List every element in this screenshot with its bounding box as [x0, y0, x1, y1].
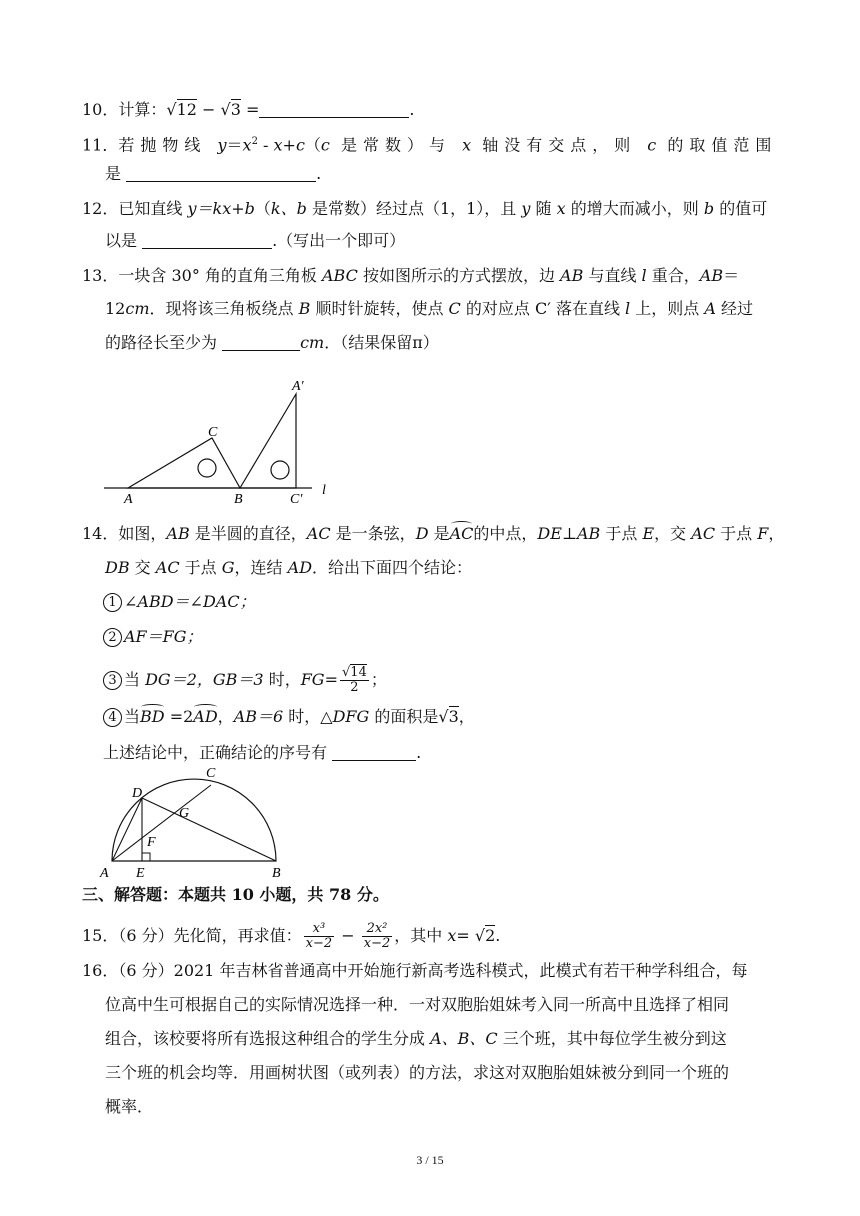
label-a: A — [100, 866, 109, 881]
question-text: 是常数）与 — [329, 135, 463, 155]
math-var: x — [447, 926, 457, 945]
math-expr: AB＝6 — [233, 707, 284, 726]
math-var: G — [221, 558, 235, 577]
conclusion-3 — [103, 666, 387, 695]
numerator: √14 — [342, 665, 367, 680]
question-text: 是常数）经过点（1，1），且 — [306, 199, 522, 218]
label-b: B — [272, 866, 281, 881]
conclusion-text: AF＝FG； — [124, 627, 203, 646]
math-var: c — [647, 135, 657, 155]
question-10: 10．计算：√12 − √3 = . — [82, 100, 415, 119]
number: 12 — [105, 299, 126, 318]
conclusion-text: ， — [458, 707, 475, 726]
math-var: l — [641, 266, 647, 285]
math-expr: y＝kx+b — [187, 199, 255, 218]
question-text: .（写出一个即可） — [272, 231, 406, 250]
answer-blank[interactable] — [142, 230, 272, 249]
question-text: ．现将该三角板绕点 — [149, 299, 299, 318]
question-text: 的取值范围 — [656, 135, 778, 155]
denominator: x−2 — [305, 936, 333, 951]
question-text: 经过 — [715, 299, 754, 318]
label-g: G — [179, 806, 190, 821]
question-number: 14． — [82, 524, 119, 543]
radicand: 12 — [176, 100, 197, 119]
question-number: 16． — [82, 961, 119, 980]
label-b: B — [234, 492, 243, 506]
label-f: F — [147, 835, 156, 850]
right-angle-mark — [142, 853, 150, 861]
section-heading: 三、解答题：本题共 10 小题，共 78 分。 — [82, 885, 389, 904]
math-var: C — [448, 299, 461, 318]
question-text: 若抛物线 — [118, 135, 218, 155]
question-text: 轴没有交点，则 — [471, 135, 648, 155]
label-c-prime: C′ — [290, 492, 303, 506]
question-text: 上述结论中，正确结论的序号有 — [103, 743, 333, 762]
fraction-1 — [304, 922, 335, 951]
question-number: 11． — [82, 135, 119, 155]
question-text: ．给出下面四个结论： — [312, 558, 473, 577]
question-text: 重合， — [646, 266, 700, 285]
math-var: E — [642, 524, 655, 543]
question-14 — [82, 522, 784, 546]
period: . — [495, 926, 501, 945]
math-var: x — [556, 199, 566, 218]
conclusion-text: ； — [370, 670, 387, 689]
page-number: 3 / 15 — [416, 1153, 444, 1167]
equals-sign: = — [240, 100, 260, 119]
question-text: 按如图所示的方式摆放，边 — [357, 266, 561, 285]
question-text: 已知直线 — [118, 199, 188, 218]
question-text: （6 分）2021 年吉林省普通高中开始施行新高考选科模式，此模式有若干种学科组合，每 — [118, 961, 748, 980]
math-var: AD — [287, 558, 313, 577]
question-text: 计算： — [118, 100, 167, 119]
math-expr: FG= — [300, 670, 338, 689]
conclusion-text: 当 — [124, 670, 146, 689]
conclusion-text: ， — [217, 707, 234, 726]
period: . — [409, 100, 415, 119]
question-text: ．（结果保留π） — [324, 333, 439, 352]
question-text: 交 — [129, 558, 156, 577]
math-var: A、B、C — [430, 1029, 498, 1048]
label-l: l — [322, 483, 326, 498]
answer-blank[interactable] — [222, 332, 300, 351]
question-text: （6 分）先化简，再求值： — [118, 926, 302, 945]
label-c: C — [208, 425, 218, 440]
question-16-line2: 位高中生可根据自己的实际情况选择一种．一对双胞胎姐妹考入同一所高中且选择了相同 — [105, 995, 730, 1014]
triangle-rotation-figure — [100, 366, 340, 506]
paren: （ — [304, 135, 321, 155]
circled-number: 2 — [103, 628, 122, 647]
hole-circle — [198, 459, 216, 477]
circled-number: 1 — [103, 593, 122, 612]
arc-bd: BD — [140, 705, 165, 729]
question-text: 是半圆的直径， — [189, 524, 307, 543]
question-16 — [82, 959, 747, 983]
question-number: 13． — [82, 266, 119, 285]
segment-ad — [112, 798, 142, 861]
question-16-line4: 三个班的机会均等．用画树状图（或列表）的方法，求这对双胞胎姐妹被分到同一个班的 — [105, 1063, 730, 1082]
question-11 — [82, 130, 777, 157]
math-op: ＝ — [723, 266, 740, 285]
math-var: DFG — [332, 707, 370, 726]
question-number: 12． — [82, 199, 119, 218]
question-text: ，交 — [654, 524, 692, 543]
math-var: b — [703, 199, 715, 218]
question-15: 15．（6 分）先化简，再求值： $\frac{\text{x³}}{x-2}$ − $\frac{\text{2x²}}{x-2}$ ，其中 x= √2. — [82, 921, 501, 951]
question-11-line2 — [105, 162, 321, 186]
triangle-abc — [128, 438, 240, 488]
question-text: 如图， — [118, 524, 167, 543]
question-text: 组合，该校要将所有选报这种组合的学生分成 — [105, 1029, 431, 1048]
label-e: E — [136, 866, 145, 881]
question-13 — [82, 264, 739, 288]
math-var: D — [415, 524, 429, 543]
math-var: c — [320, 135, 330, 155]
math-var: F — [757, 524, 769, 543]
question-16-line5: 概率． — [105, 1097, 154, 1116]
question-12 — [82, 197, 767, 221]
math-var: A — [704, 299, 716, 318]
question-text: 一块含 30° 角的直角三角板 — [118, 266, 322, 285]
conclusion-1 — [103, 590, 256, 614]
question-text: 是 — [105, 164, 127, 183]
question-text: 与直线 — [583, 266, 642, 285]
semicircle-figure — [96, 760, 296, 884]
question-text: 以是 — [105, 231, 143, 250]
math-var: l — [625, 299, 631, 318]
denominator: 2 — [350, 680, 359, 695]
question-text: ， — [768, 524, 785, 543]
answer-blank[interactable] — [259, 99, 409, 118]
question-text: 的值可 — [714, 199, 768, 218]
question-16-line3 — [105, 1027, 727, 1051]
math-var: AB — [166, 524, 190, 543]
fraction-2 — [362, 922, 393, 951]
math-var: DB — [105, 558, 130, 577]
math-op: = — [456, 926, 475, 945]
question-14-line2 — [105, 556, 472, 580]
math-var: y — [521, 199, 531, 218]
math-op: ‑ — [257, 135, 274, 155]
math-var: y — [217, 135, 227, 155]
math-var: AC — [155, 558, 180, 577]
radicand: 14 — [350, 665, 367, 680]
math-var: AB — [560, 266, 584, 285]
question-text: 的对应点 — [460, 299, 535, 318]
math-var: k、b — [270, 199, 307, 218]
paren: （ — [254, 199, 271, 218]
math-var: C′ — [534, 299, 551, 318]
math-var: ABC — [322, 266, 358, 285]
radicand: 2 — [485, 926, 496, 945]
question-text: 于点 — [179, 558, 222, 577]
question-text: 上，则点 — [630, 299, 705, 318]
unit: cm — [300, 333, 325, 352]
conclusion-text: 的面积是 — [369, 707, 439, 726]
hole-circle — [271, 461, 289, 479]
exponent: 2 — [251, 136, 258, 147]
question-text: 随 — [530, 199, 557, 218]
answer-blank[interactable] — [332, 742, 416, 761]
math-expr: DG＝2，GB＝3 — [145, 670, 264, 689]
math-var: AB — [699, 266, 724, 285]
question-text: 是 — [428, 524, 450, 543]
question-text: 三个班，其中每位学生被分到这 — [497, 1029, 727, 1048]
math-var: B — [298, 299, 311, 318]
conclusion-text: 时，△ — [283, 707, 333, 726]
question-text: ，其中 — [394, 926, 448, 945]
question-text: 于点 — [715, 524, 758, 543]
question-number: 10． — [82, 100, 119, 119]
conclusion-text: ∠ABD＝∠DAC； — [124, 592, 256, 611]
numerator: 2x² — [362, 922, 393, 937]
circled-number: 4 — [103, 708, 122, 727]
label-c: C — [206, 766, 216, 781]
question-text: 的中点， — [473, 524, 538, 543]
question-text: 于点 — [600, 524, 643, 543]
arc-ad: AD — [193, 705, 217, 729]
question-13-line2 — [105, 297, 753, 321]
math-op: ＝ — [226, 135, 243, 155]
math-expr: DE⊥AB — [537, 524, 601, 543]
math-op: − — [336, 926, 360, 945]
question-number: 15． — [82, 926, 119, 945]
question-text: 顺时针旋转，使点 — [310, 299, 449, 318]
math-var: AC — [306, 524, 331, 543]
fraction-sqrt14-over-2 — [340, 666, 369, 695]
math-expr: x+c — [273, 135, 305, 155]
radicand: 3 — [230, 100, 241, 119]
question-13-line3 — [105, 331, 439, 355]
label-a: A — [124, 492, 133, 506]
question-12-line2 — [105, 229, 405, 253]
question-text: 的路径长至少为 — [105, 333, 223, 352]
label-a-prime: A′ — [292, 379, 304, 394]
math-var: x — [242, 135, 252, 155]
math-var: x — [462, 135, 472, 155]
circled-number: 3 — [103, 671, 122, 690]
conclusion-4: 4 当BD =2AD，AB＝6 时，△DFG 的面积是√3， — [103, 705, 475, 729]
numerator: x³ — [304, 922, 335, 937]
period: . — [316, 164, 322, 183]
answer-blank[interactable] — [126, 163, 316, 182]
sqrt-3: √3 — [220, 100, 241, 119]
conclusion-text: 当 — [124, 707, 141, 726]
question-text: 落在直线 — [550, 299, 626, 318]
question-text: 的增大而减小，则 — [565, 199, 704, 218]
math-var: AC — [691, 524, 716, 543]
conclusion-2 — [103, 625, 203, 649]
period: . — [416, 743, 422, 762]
math-op: =2 — [164, 707, 194, 726]
conclusion-text: 时， — [263, 670, 301, 689]
arc-ac: AC — [450, 522, 474, 546]
label-d: D — [132, 786, 143, 801]
question-text: ，连结 — [234, 558, 288, 577]
radicand: 3 — [448, 707, 459, 726]
unit: cm — [125, 299, 150, 318]
question-text: 是一条弦， — [330, 524, 416, 543]
sqrt-12: √12 — [166, 100, 197, 119]
denominator: x−2 — [363, 936, 391, 951]
